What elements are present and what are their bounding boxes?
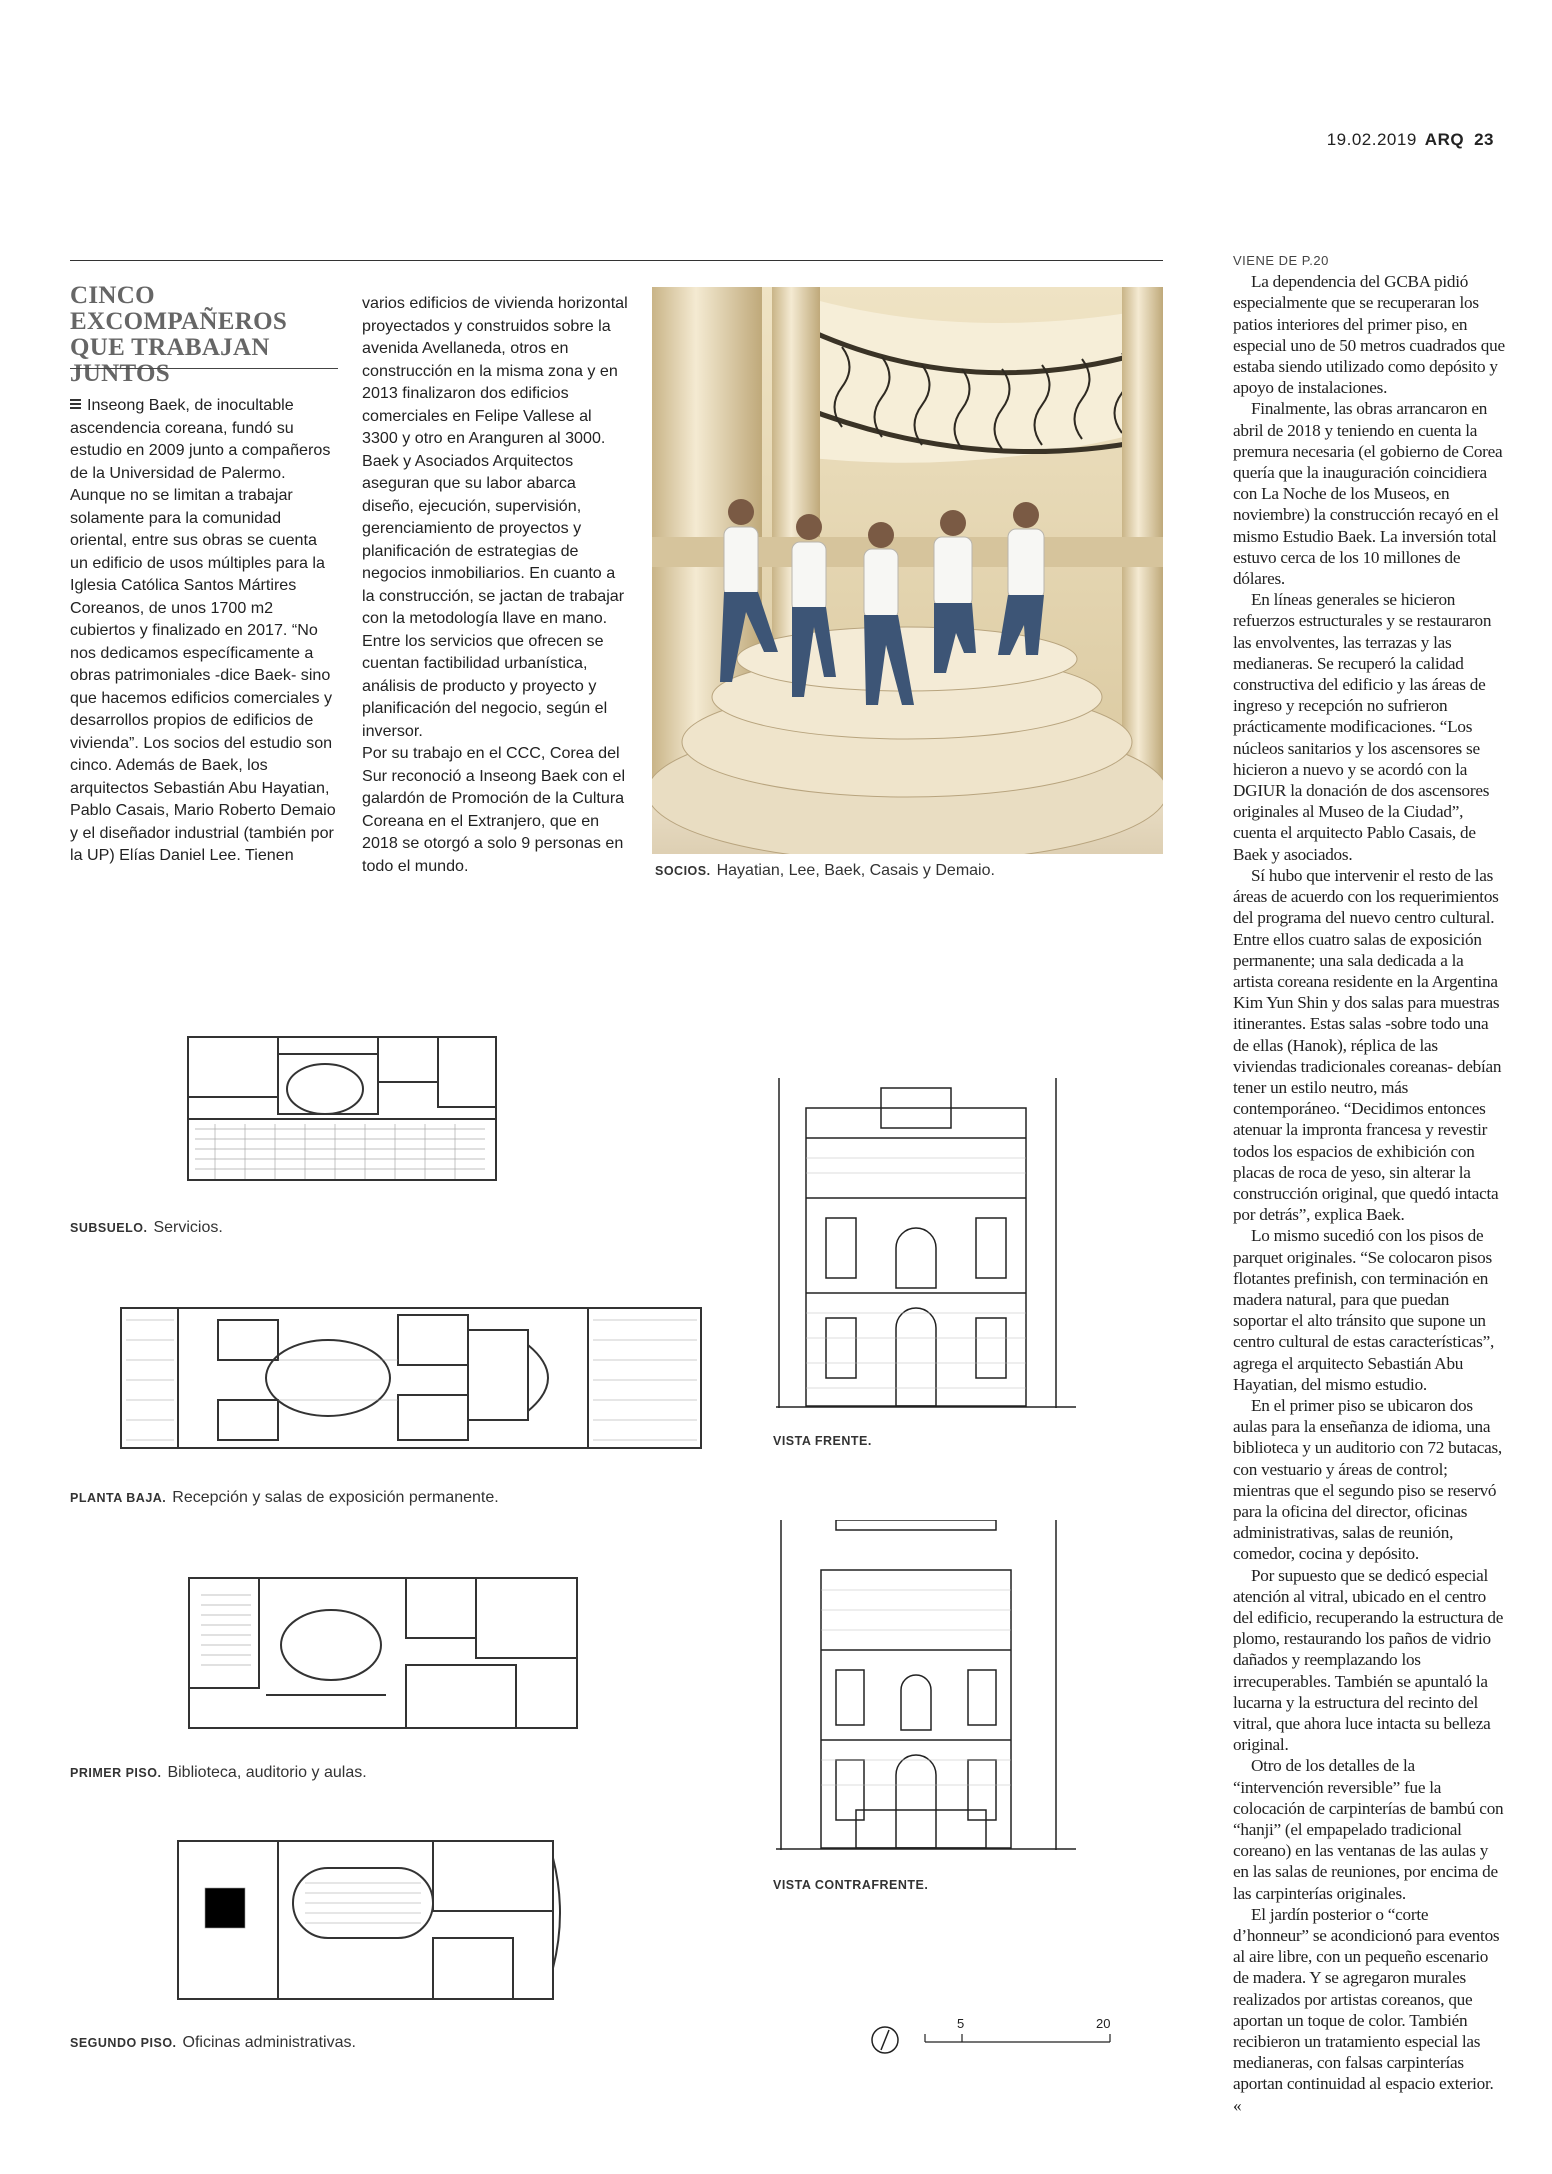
headline-rule <box>70 368 338 369</box>
staircase-photo-illustration <box>652 287 1163 854</box>
scale-bar <box>870 2012 1120 2062</box>
sidebar-headline: CINCO EXCOMPAÑEROS QUE TRABAJAN JUNTOS <box>70 282 288 387</box>
plan-caption-label: SEGUNDO PISO. <box>70 2036 177 2050</box>
plan-planta-baja <box>118 1300 704 1460</box>
sidebar-col2-p2: Baek y Asociados Arquitectos aseguran que su labor abarca diseño, ejecución, supervisión, gerenciamiento de proyectos y planificación de estrategias de negocios inmobiliarios. En cuanto a la construcción, se jactan de trabajar con la metodología llave en mano. Entre los servicios que ofrecen se cuentan factibilidad urbanística, análisis de producto y proyecto y planificación del negocio, según el inversor. <box>362 451 625 740</box>
photo-caption-text: Hayatian, Lee, Baek, Casais y Demaio. <box>716 862 995 879</box>
scale-label-5: 5 <box>957 2016 965 2031</box>
page-folio <box>1327 130 1494 150</box>
article-paragraph: En el primer piso se ubicaron dos aulas para la enseñanza de idioma, una biblioteca y un auditorio con 72 butacas, con vestuario y áreas de control; mientras que el segundo piso se reservó para la oficina del director, oficinas administrativas, salas de reunión, comedor, cocina y depósito. <box>1233 1395 1502 1564</box>
plan-caption-text: Oficinas administrativas. <box>182 2034 356 2051</box>
article-paragraph: El jardín posterior o “corte d’honneur” se acondicionó para eventos al aire libre, con un pequeño escenario de madera. Y se agregaron murales realizados por artistas coreanos, que aportan un toque de color. También recibieron un tratamiento especial las medianeras, con falsas carpinterías aportan continuidad al espacio exterior. « <box>1233 1904 1500 2115</box>
plan-subsuelo <box>185 1034 500 1184</box>
plan-caption-label: PLANTA BAJA. <box>70 1491 167 1505</box>
plan-caption-text: Biblioteca, auditorio y aulas. <box>167 1764 367 1781</box>
partners-photo <box>652 287 1163 854</box>
plan-caption-text: Recepción y salas de exposición permanente. <box>172 1489 499 1506</box>
article-paragraph: En líneas generales se hicieron refuerzos estructurales y se restauraron las envolventes, las terrazas y las medianeras. Se recuperó la calidad constructiva del edificio y las áreas de ingreso y recepción no sufrieron prácticamente modificaciones. “Los núcleos sanitarios y los ascensores se hicieron a nuevo y se acordó con la DGIUR la donación de dos ascensores originales al Museo de la Ciudad”, cuenta el arquitecto Pablo Casais, de Baek y asociados. <box>1233 590 1492 864</box>
plan-caption-segundo-piso <box>70 2034 356 2052</box>
sidebar-col2-p1: varios edificios de vivienda horizontal proyectados y construidos sobre la avenida Avellaneda, otros en construcción en la misma zona y en 2013 finalizaron dos edificios comerciales en Felipe Vallese al 3300 y otro en Aranguren al 3000. <box>362 294 628 447</box>
sidebar-col1-text: Inseong Baek, de inocultable ascendencia coreana, fundó su estudio en 2009 junto a compañeros de la Universidad de Palermo. Aunque no se limitan a trabajar solamente para la comunidad oriental, entre sus obras se cuenta un edificio de usos múltiples para la Iglesia Católica Santos Mártires Coreanos, de unos 1700 m2 cubiertos y finalizado en 2017. “No nos dedicamos específicamente a obras patrimoniales -dice Baek- sino que hacemos edificios comerciales y desarrollos propios de edificios de vivienda”. Los socios del estudio son cinco. Además de Baek, los arquitectos Sebastián Abu Hayatian, Pablo Casais, Mario Roberto Demaio y el diseñador industrial (también por la UP) Elías Daniel Lee. Tienen <box>70 396 336 864</box>
folio-section: ARQ <box>1424 130 1465 149</box>
photo-caption-label: SOCIOS. <box>655 864 711 878</box>
article-paragraph: Finalmente, las obras arrancaron en abril de 2018 y teniendo en cuenta la premura necesaria (el gobierno de Corea quería que la inauguración coincidiera con La Noche de los Museos, en noviembre) la construcción recayó en el mismo Estudio Baek. La inversión total estuvo cerca de los 10 millones de dólares. <box>1233 399 1503 589</box>
sidebar-column-2 <box>362 292 630 877</box>
article-paragraph: Por supuesto que se dedicó especial atención al vitral, ubicado en el centro del edificio, recuperando la estructura de plomo, restaurando los paños de vidrio dañados y reemplazando los irrecuperables. También se apuntaló la lucarna y la estructura del recinto del vitral, que ahora luce intacta su belleza original. <box>1233 1565 1504 1755</box>
plan-segundo-piso <box>175 1838 570 2003</box>
plan-caption-subsuelo <box>70 1219 223 1237</box>
plan-caption-planta-baja <box>70 1489 499 1507</box>
folio-page-number: 23 <box>1474 130 1494 149</box>
elevation-front <box>776 1078 1076 1408</box>
elevation-caption-label: VISTA CONTRAFRENTE. <box>773 1878 929 1892</box>
plan-caption-label: SUBSUELO. <box>70 1221 148 1235</box>
article-paragraph: La dependencia del GCBA pidió especialmente que se recuperaran los patios interiores del primer piso, en especial uno de 50 metros cuadrados que estaba siendo utilizado como depósito y apoyo de instalaciones. <box>1233 272 1505 398</box>
elevation-caption-frente <box>773 1432 878 1450</box>
paragraph-mark-icon <box>70 399 81 410</box>
sidebar-col2-p3: Por su trabajo en el CCC, Corea del Sur reconoció a Inseong Baek con el galardón de Promoción de la Cultura Coreana en el Extranjero, que en 2018 se otorgó a solo 9 personas en todo el mundo. <box>362 744 626 875</box>
plan-caption-text: Servicios. <box>153 1219 223 1236</box>
photo-caption <box>655 862 995 880</box>
sidebar-column-1 <box>70 394 336 867</box>
elevation-caption-contrafrente <box>773 1876 934 1894</box>
plan-caption-label: PRIMER PISO. <box>70 1766 162 1780</box>
main-article-column <box>1233 250 1505 2116</box>
article-paragraph: Otro de los detalles de la “intervención reversible” fue la colocación de carpinterías de bambú con “hanji” (el empapelado tradicional coreano) en las ventanas de las aulas y en las salas de reuniones, por encima de las carpinterías originales. <box>1233 1756 1504 1903</box>
elevation-rear <box>776 1520 1076 1850</box>
elevation-caption-label: VISTA FRENTE. <box>773 1434 872 1448</box>
top-rule <box>70 260 1163 261</box>
article-paragraph: Lo mismo sucedió con los pisos de parquet originales. “Se colocaron pisos flotantes prefinish, con terminación en madera natural, para que puedan soportar el alto tránsito que supone un centro cultural de estas características”, agrega el arquitecto Sebastián Abu Hayatian, del mismo estudio. <box>1233 1226 1495 1394</box>
plan-primer-piso <box>186 1575 581 1735</box>
scale-label-20: 20 <box>1096 2016 1111 2031</box>
plan-caption-primer-piso <box>70 1764 367 1782</box>
article-paragraph: Sí hubo que intervenir el resto de las áreas de acuerdo con los requerimientos del programa del nuevo centro cultural. Entre ellos cuatro salas de exposición permanente; una sala dedicada a la artista coreana residente en la Argentina Kim Yun Shin y dos salas para muestras itinerantes. Estas salas -sobre todo una de ellas (Hanok), réplica de las viviendas tradicionales coreanas- debían tener un estilo neutro, más contemporáneo. “Decidimos entonces atenuar la impronta francesa y revestir todos los espacios de exhibición con placas de roca de yeso, sin alterar la construcción original, que quedó intacta por detrás”, explica Baek. <box>1233 865 1502 1225</box>
continued-from: VIENE DE P.20 <box>1233 253 1329 268</box>
folio-date: 19.02.2019 <box>1326 130 1417 149</box>
